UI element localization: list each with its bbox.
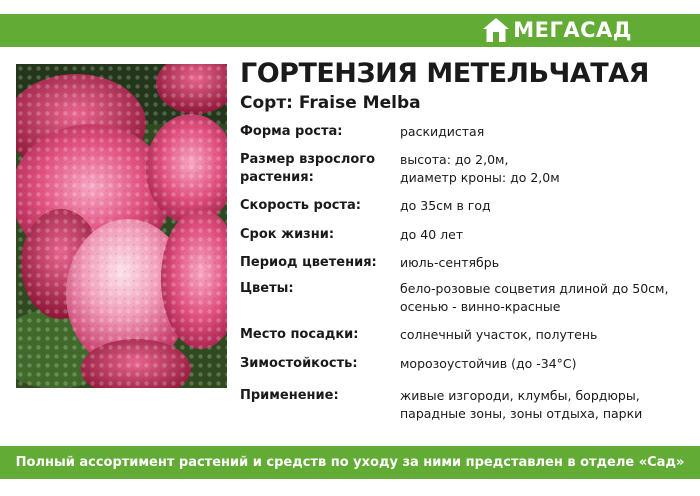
spec-value: морозоустойчив (до -34°С) <box>400 356 577 371</box>
spec-label: Применение: <box>240 388 339 403</box>
spec-label: Зимостойкость: <box>240 356 358 371</box>
spec-value: высота: до 2,0м, диаметр кроны: до 2,0м <box>400 152 560 185</box>
spec-label: Цветы: <box>240 281 294 296</box>
spec-value: раскидистая <box>400 124 485 139</box>
spec-label: Срок жизни: <box>240 227 335 242</box>
spec-value: бело-розовые соцветия длиной до 50см, осенью - винно-красные <box>400 281 669 314</box>
house-icon <box>482 17 510 43</box>
footer-bar <box>0 446 700 479</box>
spec-label: Размер взрослого растения: <box>240 152 376 185</box>
spec-value: живые изгороди, клумбы, бордюры, парадные зоны, зоны отдыха, парки <box>400 388 643 421</box>
spec-value: июль-сентябрь <box>400 255 500 270</box>
spec-value: до 40 лет <box>400 227 464 242</box>
spec-label: Место посадки: <box>240 327 359 342</box>
card-title: ГОРТЕНЗИЯ МЕТЕЛЬЧАТАЯ <box>240 58 649 89</box>
spec-value: солнечный участок, полутень <box>400 327 598 342</box>
brand-logo <box>482 16 632 44</box>
footer-text: Полный ассортимент растений и средств по уходу за ними представлен в отделе «Сад» <box>15 455 685 470</box>
brand-name: МЕГАСАД <box>513 18 632 42</box>
spec-label: Скорость роста: <box>240 198 361 213</box>
spec-label: Форма роста: <box>240 124 343 139</box>
variety-label: Сорт: Fraise Melba <box>240 93 421 113</box>
spec-value: до 35см в год <box>400 198 491 213</box>
spec-label: Период цветения: <box>240 255 377 270</box>
hydrangea-photo <box>16 64 227 388</box>
